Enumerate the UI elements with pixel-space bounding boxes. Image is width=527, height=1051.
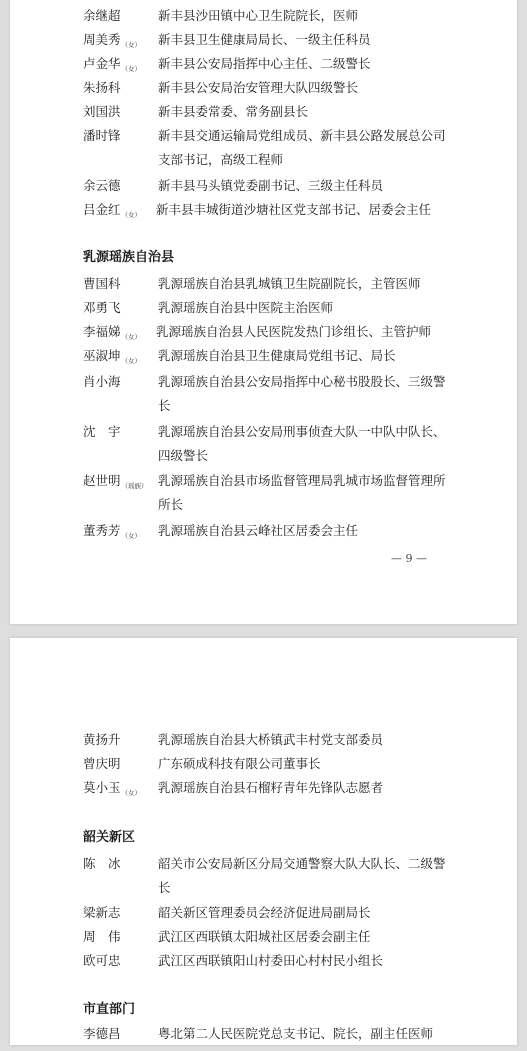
person-description: 乳源瑶族自治县人民医院发热门诊组长、主管护师	[156, 324, 432, 339]
person-description: 新丰县公安局指挥中心主任、二级警长	[158, 56, 371, 71]
person-description: 新丰县马头镇党委副书记、三级主任科员	[158, 178, 384, 193]
person-name: 欧可忠	[83, 953, 121, 968]
person-description: 新丰县公安局治安管理大队四级警长	[158, 80, 359, 95]
person-description: 乳源瑶族自治县中医院主治医师	[158, 300, 334, 315]
document-page-9	[10, 0, 517, 624]
person-name: 曾庆明	[83, 756, 121, 771]
person-description: 新丰县卫生健康局局长、一级主任科员	[158, 32, 371, 47]
person-description: 广东硕成科技有限公司董事长	[158, 756, 321, 771]
person-description: 武江区西联镇阳山村委田心村村民小组长	[158, 953, 384, 968]
document-page-10	[10, 638, 517, 1045]
person-name: 梁新志	[83, 905, 121, 920]
person-description: 韶关市公安局新区分局交通警察大队大队长、二级警长	[158, 856, 446, 895]
page-number: — 9 —	[391, 552, 427, 565]
person-description: 乳源瑶族自治县大桥镇武丰村党支部委员	[158, 732, 384, 747]
person-name: 吕金红$_{(女)}$	[83, 202, 142, 219]
person-description: 乳源瑶族自治县云峰社区居委会主任	[158, 523, 359, 538]
person-name: 沈 宇	[83, 424, 121, 439]
section-heading: 乳源瑶族自治县	[83, 250, 175, 265]
person-description: 新丰县沙田镇中心卫生院院长，医师	[158, 8, 359, 23]
person-name: 周 伟	[83, 929, 121, 944]
person-name: 陈 冰	[83, 856, 121, 871]
person-description: 新丰县丰城街道沙塘社区党支部书记、居委会主任	[156, 202, 432, 217]
person-name: 周美秀$_{(女)}$	[83, 32, 142, 49]
person-name: 黄扬升	[83, 732, 121, 747]
person-name: 卢金华$_{(女)}$	[83, 56, 142, 73]
person-description: 粤北第二人民医院党总支书记、院长，副主任医师	[158, 1026, 434, 1041]
person-description: 乳源瑶族自治县乳城镇卫生院副院长，主管医师	[158, 276, 421, 291]
person-name: 曹国科	[83, 276, 121, 291]
person-description: 乳源瑶族自治县卫生健康局党组书记、局长	[158, 348, 396, 363]
section-heading: 市直部门	[83, 1002, 136, 1017]
person-name: 莫小玉$_{(女)}$	[83, 780, 142, 797]
person-name: 李福娣$_{(女)}$	[83, 324, 142, 341]
person-name: 董秀芳$_{(女)}$	[83, 523, 142, 540]
person-name: 肖小海	[83, 374, 121, 389]
person-description: 新丰县交通运输局党组成员、新丰县公路发展总公司支部书记，高级工程师	[158, 128, 446, 167]
person-description: 乳源瑶族自治县石榴籽青年先锋队志愿者	[158, 780, 384, 795]
person-name: 巫淑坤$_{(女)}$	[83, 348, 142, 365]
person-description: 乳源瑶族自治县公安局刑事侦查大队一中队中队长、四级警长	[158, 424, 446, 463]
person-name: 朱扬科	[83, 80, 121, 95]
person-description: 乳源瑶族自治县市场监督管理局乳城市场监督管理所所长	[158, 473, 446, 512]
person-description: 乳源瑶族自治县公安局指挥中心秘书股股长、三级警长	[158, 374, 446, 413]
person-name: 刘国洪	[83, 104, 121, 119]
section-heading: 韶关新区	[83, 830, 136, 845]
person-description: 新丰县委常委、常务副县长	[158, 104, 309, 119]
person-name: 潘时锋	[83, 128, 121, 143]
person-name: 赵世明$_{(瑶族)}$	[83, 473, 148, 490]
person-name: 邓勇飞	[83, 300, 121, 315]
person-name: 余云德	[83, 178, 121, 193]
person-description: 韶关新区管理委员会经济促进局副局长	[158, 905, 371, 920]
person-name: 余继超	[83, 8, 121, 23]
person-description: 武江区西联镇太阳城社区居委会副主任	[158, 929, 371, 944]
person-name: 李德昌	[83, 1026, 121, 1041]
